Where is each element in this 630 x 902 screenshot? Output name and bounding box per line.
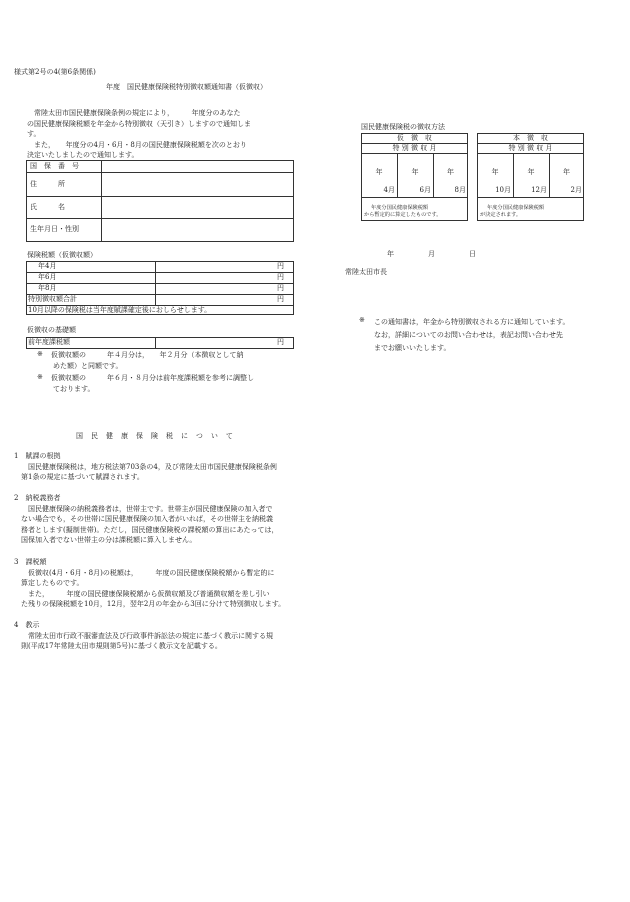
section-line: 務者とします(擬制世帯)。ただし，国民健康保険税の課税額の算出にあたっては，: [21, 525, 279, 534]
main-year: 年: [527, 168, 535, 176]
section-number: 2: [14, 494, 19, 502]
main-month: 10月: [495, 186, 511, 194]
notice-mark: ※: [359, 316, 365, 324]
section-line: 第1条の規定に基づいて賦課されます。: [21, 473, 144, 481]
intro-line: す。: [27, 130, 41, 138]
basis-row-label: 前年度課税額: [28, 338, 70, 346]
section-line: 算定したものです。: [21, 579, 84, 587]
section-number: 1: [14, 452, 19, 460]
intro-line: 常陸太田市国民健康保険条例の規定により， 年度分のあなた: [34, 109, 241, 117]
method-title: 国民健康保険税の徴収方法: [361, 123, 445, 131]
tax-row-unit: 円: [277, 262, 284, 270]
main-month: 12月: [531, 186, 547, 194]
main-note: 年度分国民健康保険税額: [487, 205, 545, 211]
provisional-header: 仮 徴 収: [397, 134, 432, 142]
section-title: 納税義務者: [25, 494, 61, 502]
about-section-4: [14, 620, 314, 652]
note-line: 仮徴収額の 年４月分は， 年２月分（本徴収として納: [51, 351, 244, 359]
main-subheader: 特 別 徴 収 月: [508, 144, 553, 152]
section-line: 仮徴収(4月・6月・8月)の税額は， 年度の国民健康保険税額から暫定的に: [28, 568, 275, 577]
section-line: 国民健康保険税は，地方税法第703条の4，及び常陸太田市国民健康保険税条例: [28, 462, 277, 471]
note-mark: ※: [37, 373, 43, 381]
provisional-month: 4月: [383, 186, 395, 194]
note-line: 仮徴収額の 年６月・８月分は前年度課税額を参考に調整し: [51, 374, 254, 382]
address-label: 住 所: [30, 180, 65, 188]
intro-line: の国民健康保険税額を年金から特別徴収（天引き）しますので通知しま: [27, 119, 251, 128]
about-section-1: [14, 451, 314, 483]
provisional-subheader: 特 別 徴 収 月: [392, 144, 437, 152]
section-line: また， 年度の国民健康保険税額から仮徴収額及び普通徴収額を差し引い: [28, 589, 270, 598]
notice-text: [374, 316, 569, 355]
main-month: 2月: [570, 186, 582, 194]
intro-line: 決定いたしましたので通知します。: [27, 151, 139, 159]
mayor-signature: 常陸太田市長: [345, 268, 387, 276]
notice-line: この通知書は，年金から特別徴収される方に通知しています。: [374, 318, 570, 326]
tax-row-total: 特別徴収額合計: [28, 295, 77, 303]
date-month: 月: [428, 250, 435, 258]
provisional-month: 6月: [419, 186, 431, 194]
tax-row-unit: 円: [277, 273, 284, 281]
name-label: 氏 名: [30, 203, 65, 211]
section-title: 課税額: [25, 558, 47, 566]
tax-row-august: 年8月: [38, 284, 57, 292]
provisional-year: 年: [447, 168, 454, 176]
section-number: 3: [14, 558, 19, 566]
tax-row-unit: 円: [277, 284, 284, 292]
main-note: が決定されます。: [480, 212, 522, 218]
section-line: 国保加入者でない世帯主の分は課税額に算入しません。: [21, 536, 197, 544]
provisional-note: 年度分国民健康保険税額: [371, 205, 429, 211]
section-line: 国民健康保険の納税義務者は，世帯主です。世帯主が国民健康保険の加入者で: [28, 504, 273, 513]
document-title: 年度 国民健康保険税特別徴収額通知書（仮徴収）: [106, 83, 267, 91]
note-mark: ※: [37, 350, 43, 358]
about-heading: 国民健康保険税について: [76, 432, 241, 440]
tax-row-april: 年4月: [38, 262, 57, 270]
kokuho-number-label: 国 保 番 号: [30, 162, 79, 170]
main-year: 年: [491, 168, 499, 176]
section-title: 賦課の根拠: [25, 452, 61, 460]
section-line: た残りの保険税額を10月，12月，翌年2月の年金から3回に分けて特別徴収します。: [21, 600, 286, 608]
basis-note-2: [51, 373, 254, 394]
intro-paragraph: [27, 108, 307, 161]
main-header: 本 徴 収: [513, 134, 548, 142]
basis-header: 仮徴収の基礎額: [27, 326, 76, 334]
birth-sex-label: 生年月日・性別: [30, 225, 79, 233]
main-year: 年: [563, 168, 570, 176]
intro-line: また， 年度分の4月・6月・8月の国民健康保険税額を次のとおり: [34, 140, 247, 149]
basis-row-unit: 円: [277, 338, 284, 346]
tax-table-footer: 10月以降の保険税は当年度賦課確定後におしらせします。: [28, 306, 212, 314]
provisional-note: から暫定的に算定したものです。: [364, 212, 442, 218]
section-line: 常陸太田市行政不服審査法及び行政事件訴訟法の規定に基づく教示に関する規: [28, 631, 273, 640]
about-section-2: [14, 493, 314, 546]
tax-row-unit: 円: [277, 295, 284, 303]
section-line: 則(平成17年常陸太田市規則第5号)に基づく教示文を記載する。: [21, 642, 222, 650]
notice-line: までお願いいたします。: [374, 344, 451, 352]
section-line: ない場合でも，その世帯に国民健康保険の加入者がいれば，その世帯主を納税義: [21, 515, 273, 523]
about-section-3: [14, 557, 314, 610]
section-title: 教示: [25, 621, 40, 629]
provisional-year: 年: [375, 168, 383, 176]
notice-line: なお，詳細についてのお問い合わせは，表記お問い合わせ先: [374, 331, 563, 339]
date-year: 年: [387, 250, 394, 258]
tax-row-june: 年6月: [38, 273, 57, 281]
note-line: ております。: [53, 384, 95, 393]
note-line: めた額）と同額です。: [53, 361, 123, 370]
date-day: 日: [469, 250, 476, 258]
form-number: 様式第2号の4(第6条関係): [14, 68, 96, 76]
provisional-month: 8月: [454, 186, 466, 194]
provisional-year: 年: [411, 168, 419, 176]
basis-note-1: [51, 350, 244, 371]
section-number: 4: [14, 621, 19, 629]
tax-table-header: 保険税額（仮徴収額）: [27, 251, 97, 259]
